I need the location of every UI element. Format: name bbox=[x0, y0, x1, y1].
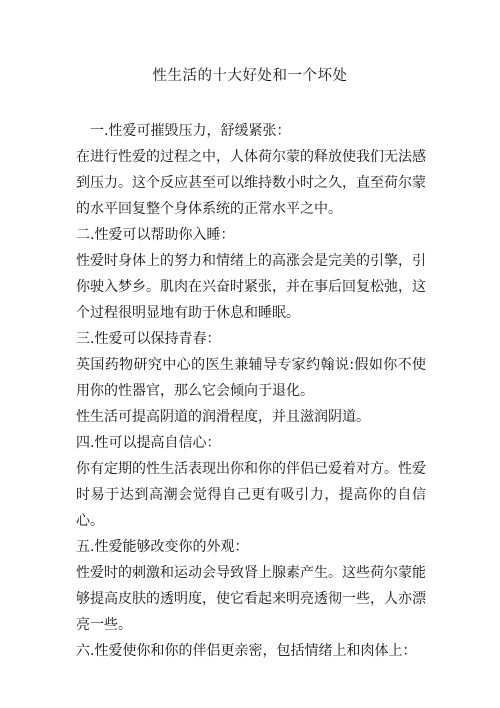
section-paragraph-3b: 性生活可提高阴道的润滑程度，并且滋润阴道。 bbox=[76, 409, 370, 425]
document-body bbox=[76, 118, 426, 664]
section-heading-2: 二.性爱可以帮助你入睡： bbox=[76, 227, 235, 243]
section-paragraph-5: 性爱时的刺激和运动会导致肾上腺素产生。这些荷尔蒙能够提高皮肤的透明度，使它看起来明亮透彻一些，人亦漂亮一些。 bbox=[76, 565, 426, 633]
section-heading-1: 一.性爱可摧毁压力，舒缓紧张： bbox=[90, 123, 291, 139]
section-heading-6: 六.性爱使你和你的伴侣更亲密，包括情绪上和肉体上： bbox=[76, 643, 417, 659]
section-heading-5: 五.性爱能够改变你的外观： bbox=[76, 539, 249, 555]
section-paragraph-4: 你有定期的性生活表现出你和你的伴侣已爱着对方。性爱时易于达到高潮会觉得自己更有吸引力，提高你的自信心。 bbox=[76, 461, 426, 529]
section-paragraph-1: 在进行性爱的过程之中，人体荷尔蒙的释放使我们无法感到压力。这个反应甚至可以维持数小时之久，直至荷尔蒙的水平回复整个身体系统的正常水平之中。 bbox=[76, 149, 426, 217]
document-title: 性生活的十大好处和一个坏处 bbox=[152, 68, 348, 84]
section-paragraph-3a: 英国药物研究中心的医生兼辅导专家约翰说:假如你不使用你的性器官，那么它会倾向于退化。 bbox=[76, 357, 426, 399]
section-paragraph-2: 性爱时身体上的努力和情绪上的高涨会是完美的引擎，引你驶入梦乡。肌肉在兴奋时紧张，并在事后回复松弛，这个过程很明显地有助于休息和睡眠。 bbox=[76, 253, 426, 321]
section-heading-4: 四.性可以提高自信心： bbox=[76, 435, 221, 451]
section-heading-3: 三.性爱可以保持青春： bbox=[76, 331, 221, 347]
